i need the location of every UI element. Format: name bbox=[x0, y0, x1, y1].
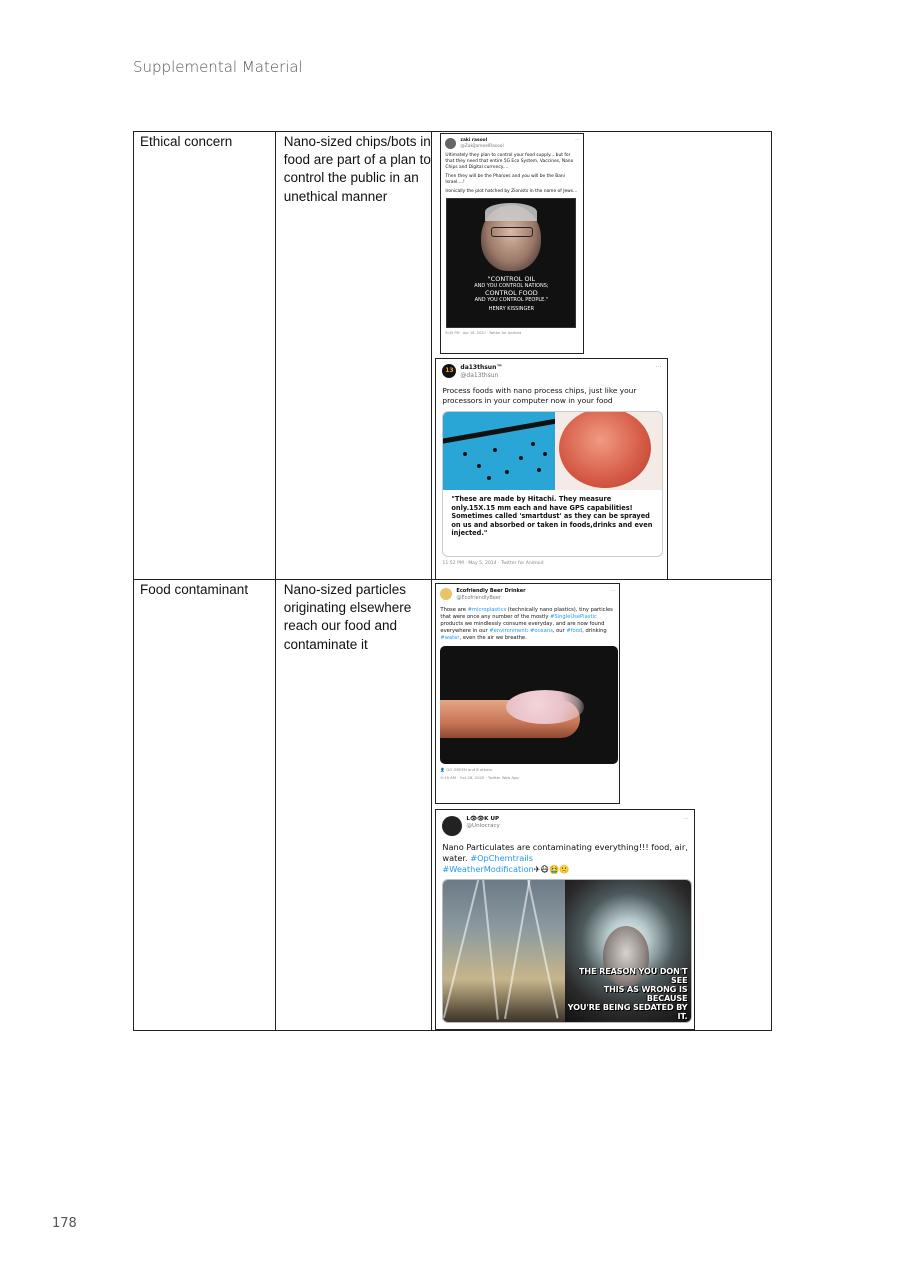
tweet-timestamp: 9:19 AM · Oct 28, 2020 · Twitter Web App bbox=[440, 774, 519, 780]
more-icon: ··· bbox=[655, 364, 662, 371]
hashtag-link[interactable]: #microplastics bbox=[467, 606, 507, 613]
category-text: Food contaminant bbox=[140, 582, 249, 597]
tweet-author-name: zaki rasool bbox=[460, 138, 488, 143]
kissinger-quote-image bbox=[446, 198, 576, 328]
tweet-header bbox=[445, 138, 579, 150]
table-row bbox=[134, 132, 772, 580]
caption-line: THE REASON YOU DON'T SEE bbox=[578, 966, 688, 986]
hashtag-link[interactable]: #OpChemtrails bbox=[470, 852, 534, 863]
example-cell bbox=[432, 580, 772, 1031]
hashtag-link[interactable]: #SingleUsePlastic bbox=[550, 613, 597, 620]
example-cell bbox=[432, 132, 772, 580]
image-caption bbox=[565, 967, 691, 1020]
avatar bbox=[440, 588, 452, 600]
avatar: 13 bbox=[442, 364, 456, 378]
tweet-author-handle: @Unlocracy bbox=[466, 823, 500, 830]
tweet-timestamp: 11:52 PM · May 5, 2014 · Twitter for Android bbox=[442, 561, 544, 567]
description-cell bbox=[275, 580, 432, 1031]
tweet-text-line: Then they will be the Pharoes and you will be the Bani Israel....! bbox=[445, 173, 565, 185]
fingertip-image bbox=[555, 412, 662, 490]
text-segment: : bbox=[526, 627, 531, 634]
page-number: 178 bbox=[52, 1216, 77, 1231]
text-segment: products we mindlessly consume everyday, and are now found everywhere in our bbox=[440, 620, 605, 634]
chip-dot bbox=[531, 442, 535, 446]
tunnel-face-image bbox=[565, 880, 691, 1022]
caption-line: THIS AS WRONG IS BECAUSE bbox=[603, 984, 688, 1003]
contrail bbox=[504, 879, 532, 1019]
quote-line: AND YOU CONTROL NATIONS; bbox=[474, 282, 549, 289]
hashtag-link[interactable]: #oceans bbox=[530, 627, 553, 634]
tweet-header bbox=[442, 816, 688, 836]
tweet-screenshot-3 bbox=[435, 583, 620, 804]
page-header: Supplemental Material bbox=[133, 58, 303, 76]
chip-dot bbox=[543, 452, 547, 456]
tweet-author-handle: @EcofriendlyBeer bbox=[456, 594, 501, 601]
quote-author: HENRY KISSINGER bbox=[488, 306, 535, 313]
more-icon: ··· bbox=[610, 588, 616, 594]
smartdust-image bbox=[442, 411, 663, 557]
hashtag-link[interactable]: #environment bbox=[489, 627, 527, 634]
tweet-screenshot-4 bbox=[435, 809, 695, 1030]
sky-contrails-image bbox=[443, 880, 565, 1022]
tweet-text: Process foods with nano process chips, just like your processors in your computer now in your food bbox=[442, 386, 637, 406]
portrait-glasses bbox=[491, 227, 533, 237]
description-text: Nano-sized chips/bots in food are part of a plan to control the public in an unethical manner bbox=[283, 134, 431, 204]
concerns-table bbox=[133, 131, 772, 1031]
microplastics-finger-image bbox=[440, 646, 618, 764]
tweet-header bbox=[442, 364, 661, 380]
text-segment: , our bbox=[552, 627, 567, 634]
tweet-author-handle: @ZakiJameelRasool bbox=[460, 143, 504, 149]
table-row bbox=[134, 580, 772, 1031]
tweet-author-name: da13thsun™ bbox=[460, 364, 503, 371]
portrait-hair bbox=[485, 203, 537, 221]
more-icon: ··· bbox=[575, 138, 580, 143]
tweet-screenshot-1 bbox=[440, 133, 584, 354]
image-panels bbox=[443, 412, 662, 490]
liked-by bbox=[440, 767, 615, 772]
description-text: Nano-sized particles originating elsewhere reach our food and contaminate it bbox=[283, 582, 412, 652]
quote-line: AND YOU CONTROL PEOPLE." bbox=[474, 297, 549, 303]
tweet-text bbox=[445, 153, 579, 195]
text-segment: Those are bbox=[440, 606, 468, 613]
caption-line: YOU'RE BEING SEDATED BY IT. bbox=[567, 1001, 688, 1021]
tweet-author-name: L👁👁K UP bbox=[466, 816, 500, 822]
tweet-text bbox=[442, 842, 688, 874]
tweet-screenshot-2 bbox=[435, 358, 668, 580]
tweet-text-line: Ultimately they plan to control your food supply....but for that they need that entire 5G Eco System, Vaccines, Nano Chips and Digital currency.... bbox=[445, 152, 574, 170]
tweet-author-name: Ecofriendly Beer Drinker bbox=[456, 588, 526, 594]
contrail bbox=[482, 879, 500, 1020]
text-segment: Nano Particulates are contaminating everything!!! food, air, water. bbox=[442, 842, 688, 863]
avatar bbox=[445, 138, 456, 149]
chemtrails-image bbox=[442, 879, 692, 1023]
quote-line: "CONTROL OIL bbox=[487, 274, 536, 283]
chip-dot bbox=[477, 464, 481, 468]
tweet-timestamp: 6:45 PM · Apr 18, 2020 · Twitter for Android bbox=[445, 330, 522, 335]
hashtag-link[interactable]: #WeatherModification bbox=[442, 863, 534, 874]
tweet-header bbox=[440, 588, 615, 602]
contrail bbox=[443, 879, 481, 1018]
chips-on-blue-image bbox=[443, 412, 555, 490]
hair-strand bbox=[443, 417, 555, 444]
chip-dot bbox=[519, 456, 523, 460]
quote-text bbox=[447, 275, 575, 313]
hashtag-link[interactable]: #water bbox=[440, 634, 460, 641]
quote-line: CONTROL FOOD bbox=[485, 288, 538, 297]
microplastic-particles bbox=[506, 690, 584, 724]
category-cell bbox=[134, 132, 276, 580]
avatar bbox=[442, 816, 462, 836]
category-text: Ethical concern bbox=[140, 134, 233, 149]
more-icon: ··· bbox=[683, 816, 689, 822]
chip-dot bbox=[463, 452, 467, 456]
text-segment: , drinking bbox=[582, 627, 607, 634]
person-icon: 👤 bbox=[440, 766, 446, 772]
liked-by-text: GO GREEN and 8 others bbox=[446, 766, 492, 772]
description-cell bbox=[275, 132, 432, 580]
chip-dot bbox=[537, 468, 541, 472]
emoji-group: ✈😷🤮🙁 bbox=[533, 863, 570, 874]
hashtag-link[interactable]: #food bbox=[566, 627, 583, 634]
chip-dot bbox=[493, 448, 497, 452]
text-segment: , even the air we breathe. bbox=[459, 634, 527, 641]
fingertip bbox=[559, 411, 651, 488]
image-caption: "These are made by Hitachi. They measure only.15X.15 mm each and have GPS capabilities! Sometimes called 'smartdust' as they can be sprayed on us and absorbed or taken in foods,drinks and even injected." bbox=[451, 495, 653, 538]
tweet-text bbox=[440, 607, 615, 642]
chip-dot bbox=[487, 476, 491, 480]
tweet-author-handle: @da13thsun bbox=[460, 372, 499, 380]
contrail bbox=[526, 879, 559, 1019]
tweet-text-line: Ironically the plot hatched by Zionists in the name of Jews... bbox=[445, 188, 578, 194]
category-cell bbox=[134, 580, 276, 1031]
text-segment: (technically nano plastics), tiny particles that were once any number of the mostly bbox=[440, 606, 613, 620]
chip-dot bbox=[505, 470, 509, 474]
